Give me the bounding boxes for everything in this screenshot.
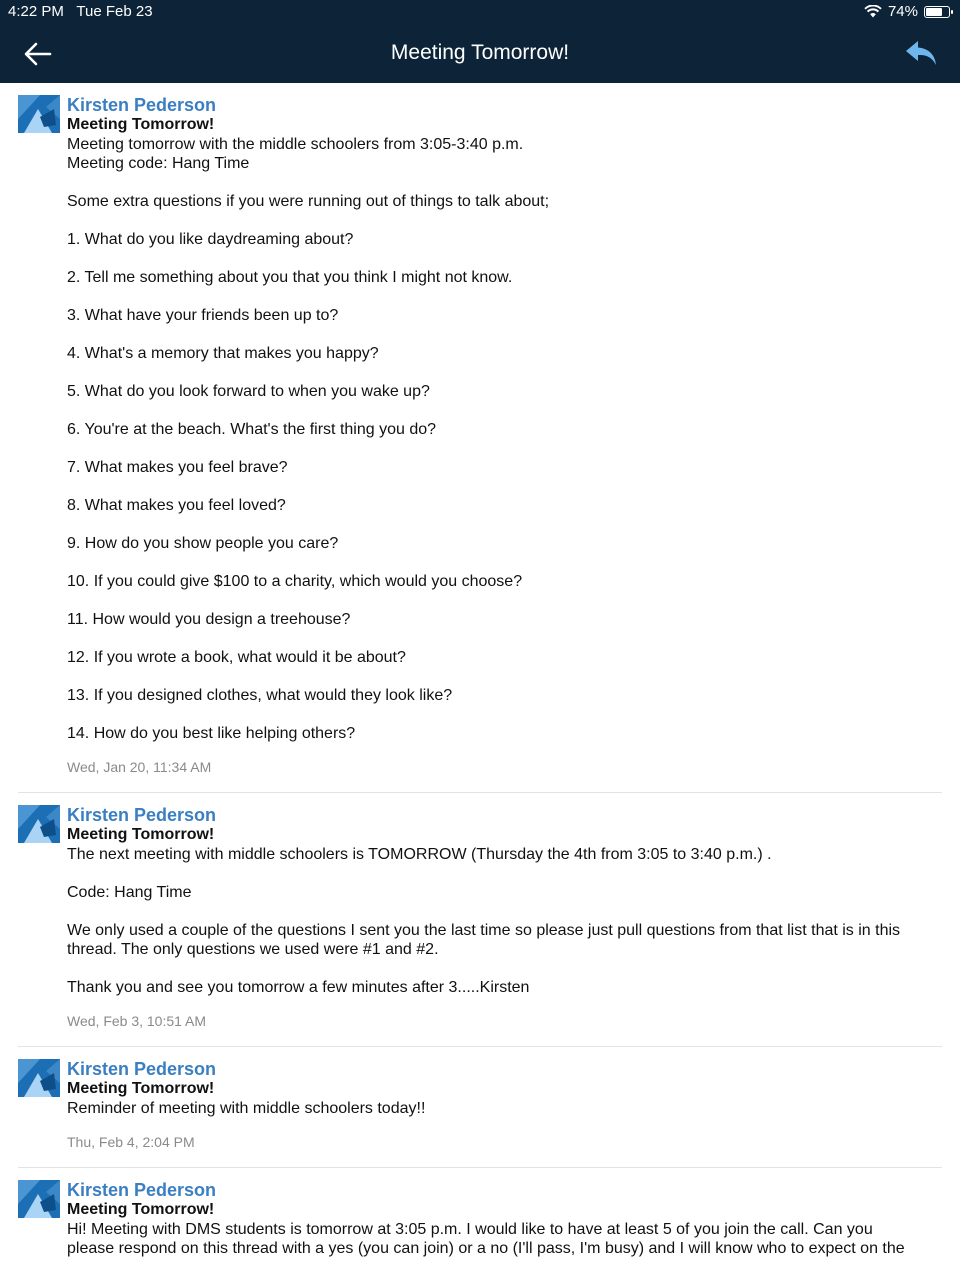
- paragraph-gap: [67, 553, 942, 572]
- message-line: 14. How do you best like helping others?: [67, 725, 356, 742]
- message-line: 8. What makes you feel loved?: [67, 497, 286, 514]
- message-body: [67, 135, 942, 743]
- paragraph-gap: [67, 173, 942, 192]
- paragraph-gap: [67, 287, 942, 306]
- message-subject: Meeting Tomorrow!: [67, 826, 215, 843]
- message-author: Kirsten Pederson: [67, 1180, 217, 1200]
- message-line: 9. How do you show people you care?: [67, 535, 339, 552]
- message-line: The next meeting with middle schoolers is TOMORROW (Thursday the 4th from 3:05 to 3:40 p.m.) .: [67, 846, 772, 863]
- message-line: We only used a couple of the questions I sent you the last time so please just pull questions from that list that is in this: [67, 922, 901, 939]
- message-author: Kirsten Pederson: [67, 95, 217, 115]
- paragraph-gap: [67, 363, 942, 382]
- paragraph-gap: [67, 249, 942, 268]
- status-right: [864, 3, 950, 20]
- avatar: [18, 95, 60, 133]
- message-line: 12. If you wrote a book, what would it be about?: [67, 649, 406, 666]
- paragraph-gap: [67, 667, 942, 686]
- message-item[interactable]: [0, 1047, 960, 1167]
- message-item[interactable]: [0, 1168, 960, 1258]
- message-line: 6. You're at the beach. What's the first thing you do?: [67, 421, 437, 438]
- paragraph-gap: [67, 959, 942, 978]
- status-time: 4:22 PM Tue Feb 23: [8, 3, 153, 20]
- message-timestamp: Thu, Feb 4, 2:04 PM: [67, 1134, 195, 1150]
- battery-percent: 74%: [887, 3, 918, 20]
- paragraph-gap: [67, 211, 942, 230]
- message-line: Some extra questions if you were running out of things to talk about;: [67, 193, 550, 210]
- message-line: Meeting code: Hang Time: [67, 155, 250, 172]
- paragraph-gap: [67, 705, 942, 724]
- message-line: 3. What have your friends been up to?: [67, 307, 339, 324]
- message-author: Kirsten Pederson: [67, 805, 217, 825]
- message-author: Kirsten Pederson: [67, 1059, 217, 1079]
- avatar: [18, 1059, 60, 1097]
- avatar: [18, 805, 60, 843]
- avatar: [18, 1180, 60, 1218]
- message-subject: Meeting Tomorrow!: [67, 116, 215, 133]
- message-body: [67, 845, 942, 997]
- nav-bar: [0, 24, 960, 83]
- message-line: please respond on this thread with a yes (you can join) or a no (I'll pass, I'm busy) and I will know who to expect on the: [67, 1240, 905, 1257]
- paragraph-gap: [67, 591, 942, 610]
- message-item[interactable]: [0, 83, 960, 792]
- message-timestamp: Wed, Feb 3, 10:51 AM: [67, 1013, 207, 1029]
- paragraph-gap: [67, 902, 942, 921]
- paragraph-gap: [67, 439, 942, 458]
- paragraph-gap: [67, 629, 942, 648]
- message-line: 13. If you designed clothes, what would they look like?: [67, 687, 453, 704]
- reply-icon[interactable]: [904, 38, 938, 68]
- message-line: 1. What do you like daydreaming about?: [67, 231, 354, 248]
- message-line: 2. Tell me something about you that you think I might not know.: [67, 269, 513, 286]
- paragraph-gap: [67, 515, 942, 534]
- message-line: thread. The only questions we used were #1 and #2.: [67, 941, 439, 958]
- message-line: 4. What's a memory that makes you happy?: [67, 345, 379, 362]
- battery-icon: [924, 6, 950, 18]
- message-line: 7. What makes you feel brave?: [67, 459, 288, 476]
- message-line: Meeting tomorrow with the middle schoolers from 3:05-3:40 p.m.: [67, 136, 524, 153]
- message-item[interactable]: [0, 793, 960, 1046]
- message-timestamp: Wed, Jan 20, 11:34 AM: [67, 759, 212, 775]
- message-line: 11. How would you design a treehouse?: [67, 611, 351, 628]
- message-subject: Meeting Tomorrow!: [67, 1080, 215, 1097]
- message-line: Hi! Meeting with DMS students is tomorrow at 3:05 p.m. I would like to have at least 5 of you join the call. Can you: [67, 1221, 873, 1238]
- paragraph-gap: [67, 477, 942, 496]
- message-body: [67, 1220, 942, 1258]
- wifi-icon: [864, 5, 882, 18]
- message-line: 10. If you could give $100 to a charity, which would you choose?: [67, 573, 523, 590]
- paragraph-gap: [67, 401, 942, 420]
- page-title: Meeting Tomorrow!: [390, 41, 570, 64]
- message-line: Code: Hang Time: [67, 884, 192, 901]
- message-line: Thank you and see you tomorrow a few minutes after 3.....Kirsten: [67, 979, 530, 996]
- message-thread: [0, 83, 960, 1258]
- message-subject: Meeting Tomorrow!: [67, 1201, 215, 1218]
- paragraph-gap: [67, 864, 942, 883]
- message-line: 5. What do you look forward to when you wake up?: [67, 383, 430, 400]
- message-line: Reminder of meeting with middle schoolers today!!: [67, 1100, 426, 1117]
- paragraph-gap: [67, 325, 942, 344]
- message-body: [67, 1099, 942, 1118]
- status-bar: [0, 0, 960, 24]
